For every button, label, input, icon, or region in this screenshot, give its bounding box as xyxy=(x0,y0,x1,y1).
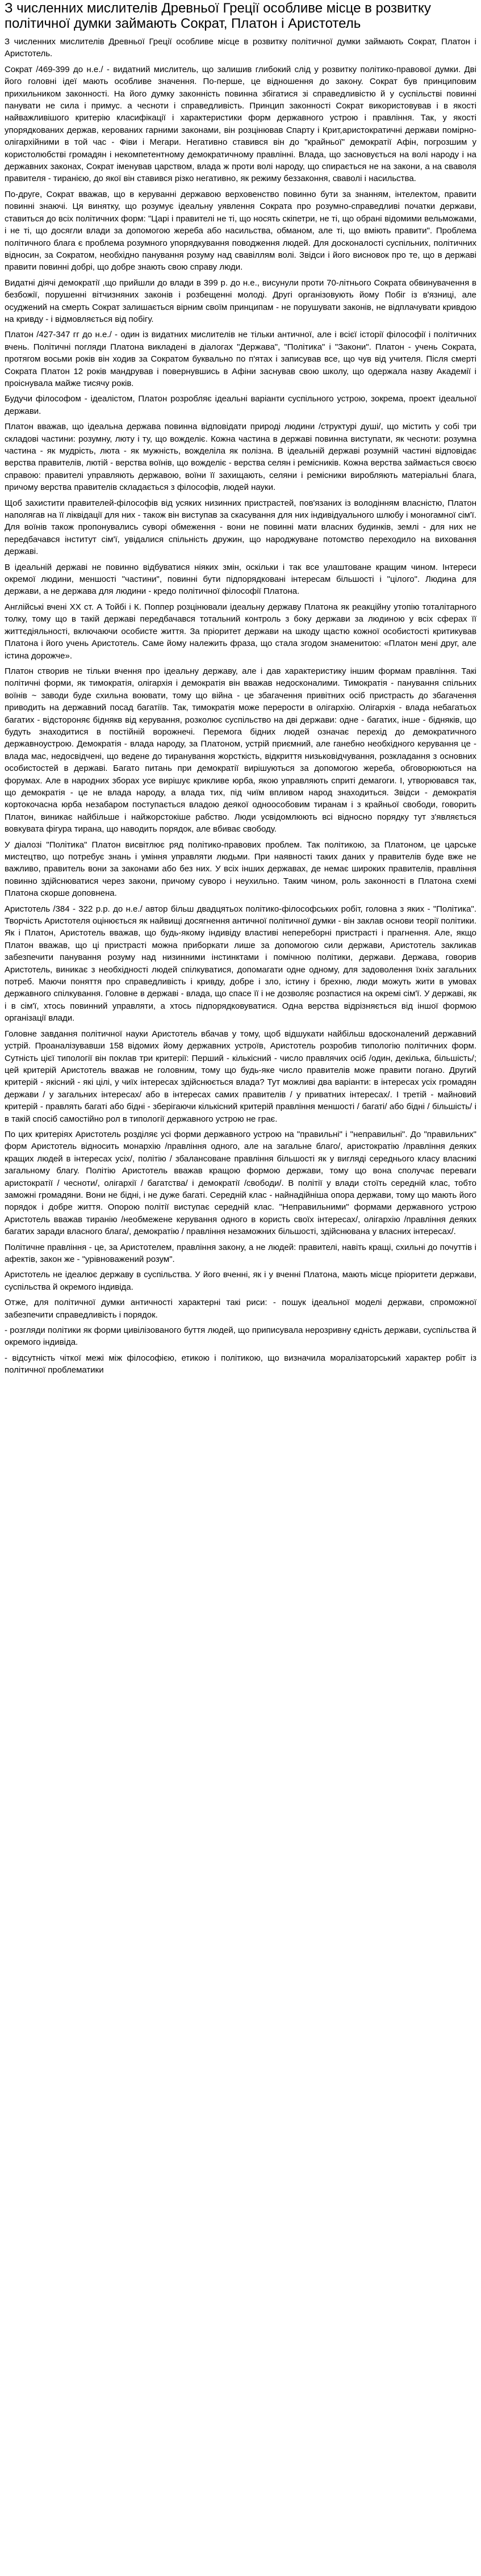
article-paragraph: Політичне правління - це, за Аристотелем, правління закону, а не людей: правителі, навіть кращі, схильні до почуттів і афектів, закон же - "урівноважений розум". xyxy=(5,1242,476,1264)
article-paragraph: Платон створив не тільки вчення про ідеальну державу, але і дав характеристику іншим формам правління. Такі політичні форми, як тимократія, олігархія і демократія він вважав недосконалими. Тимократія - панування спільних воїнів ~ заводи буде схильна воювати, тому що війна - це збагачення привітних осіб пристрасть до збагачення приводить на державний посад багатіїв. Так, тимократія може перерости в олігархію. Олігархія - влада небагатьох багатих - відстороняє біднякв від керування, розколює суспільство на дві держави: одне - багатих, інше - бідняків, що будуть знаходитися в постійній ворожнечі. Перемога бідних людей означає перехід до демократичного державноустрою. Демократія - влада народу, за Платоном, устрій приємний, але ганебно необхідного керування це - влада мас, недосвідчені, що ведене до тиранування жорсткість, відкриття низьковідчування, розкладання з основних особистостей в державі. Багато питань при демократії вирішуються за допомогою жереба, обговорюються на форумах. Але в народних зборах усе вирішує крикливе юрба, якою управляють сприті демагоги. І, утворювався так, що демократія - це не влада народу, а влада тих, під чиїм впливом народ знаходиться. Звідси - демократія кортокочасна юрба незабаром поступається владою деякої одноособовим тиранам і з крайньої свободи, говорить Платон, виникає найбільше і найжорстокіше рабство. Люди усвідомлюють всі відносно порядку тут з'являється вовкувата фігура тирана, що наводить порядок, але вбиває свободу. xyxy=(5,666,476,834)
article-paragraph: Отже, для політичної думки античності характерні такі риси: - пошук ідеальної моделі держави, спроможної забезпечити справедливість і порядок. xyxy=(5,1298,476,1320)
article-body xyxy=(5,36,476,1377)
article-paragraph: Щоб захистити правителей-філософів від усяких низинних пристрастей, пов'язаних із володінням власністю, Платон наполягав на її ліквідації для них - також він виступав за скасування для них індивідуального шлюбу і моногамної сім'ї. Для воїнів також пропонувались суворі обмеження - вони не повинні мати власних будинків, землі - для них не передбачався інститут сім'ї, увідалися спільність дружин, що народжуване потомство переходило на виховання державі. xyxy=(5,498,476,557)
article-paragraph: Будучи філософом - ідеалістом, Платон розробляє ідеальні варіанти суспільного устрою, зокрема, проект ідеальної держави. xyxy=(5,394,476,416)
article-paragraph: По-друге, Сократ вважав, що в керуванні державою верховенство повинно бути за знанням, інтелектом, правити повинні знаючі. Ця винятку, що розумує ідеальну уявлення Сократа про розумно-справедливі початки держави, ставиться до всіх політичних форм: "Царі і правителі не ті, що носять скіпетри, не ті, що обрані відомими вельможами, і не ті, що досягли влади за допомогою жереба або насильства, обманом, але ті, що вміють правити". Проблема політичного блага є проблема розумного упорядкування поводження людей. Для досконалості суспільних, політичних відносин, за Сократом, необхідно панування розуму над свавіллям волі. Звідси і його висновок про те, що в державі правити повинні добрі, що добре знають свою справу люди. xyxy=(5,189,476,272)
article-paragraph: Видатні діячі демократії ,що прийшли до влади в 399 р. до н.е., висунули проти 70-літнього Сократа обвинувачення в безбожії, порушенні вітчизняних законів і розбещенні молоді. Другі організовують йому Побіг із в'язниці, але осуджений на смерть Сократ залишається вірним своїм принципам - не порушувати законів, не відплачувати кривдою на кривду - і відмовляється від побігу. xyxy=(5,278,476,324)
article-paragraph: - розгляди політики як форми цивілізованого буття людей, що приписувала нерозривну єдність держави, суспільства й окремого індивіда. xyxy=(5,1325,476,1348)
article-paragraph: Аристотель /384 - 322 р.р. до н.е./ автор більш двадцятьох політико-філософських робіт, головна з яких - "Політика". Творчість Аристотеля оцінюється як найвищі досягнення античної політичної думки - він заклав основи теорії політики. Як і Платон, Аристотель вважав, що будь-якому індивіду властиві непереборні пристрасті і прагнення. Але, якщо Платон вважав, що ці пристрасті можна приборкати лише за допомогою сили держави, Аристотель закликав забезпечити панування розуму над низинними інстинктами і помічною політики, держави. Держава, говорив Аристотель, виникає з необхідності людей спілкуватися, допомагати одне одному, для задоволення їхніх загальних потреб. Маючи поняття про справедливість і кривду, добре і зло, істину і брехню, люди можуть жити в умовах державного спілкування. Головне в державі - влада, що спасе її і не дозволяє розпастися на окремі сім'ї. У державі, як і в сім'ї, хтось повинний управляти, а хтось підпорядковуватися. Одна верства відрізняється від іншої формою організації влади. xyxy=(5,904,476,1023)
article-title: З численних мислителів Древньої Греції особливе місце в розвитку політичної думки займають Сократ, Платон і Аристотель xyxy=(5,1,431,31)
article-paragraph: Англійські вчені XX ст. А Тойбі і К. Поппер розцінювали ідеальну державу Платона як реакційну утопію тоталітарного толку, тому що в такій державі передбачався тотальний контроль з боку держави за людиною у всіх сферах її життєдіяльності, включаючи особисте життя. За пріоритет держави на шкоду щастю кожної особистості критикував Платона і його учень Аристотель. Саме йому належить фраза, що стала згодом знаменитою: «Платон мені друг, але істина дорожче». xyxy=(5,602,476,661)
article-paragraph: Головне завдання політичної науки Аристотель вбачав у тому, щоб відшукати найбільш вдосконалений державний устрій. Проаналізувавши 158 відомих йому державних устроїв, Аристотель розробив типологію політичних форм. Сутність цієї типології він поклав три критерії: Перший - кількісний - число правлячих осіб /один, декілька, більшість/; цей критерій Аристотель вважав не головним, тому що будь-яке число правителів може правити погано. Другий критерій - якісний - які цілі, у чиїх інтересах здійснюється влада? Тут можливі два варіанти: в інтересах усіх громадян держави / у загальних інтересах/ або в інтересах самих правителів / у приватних інтересах/. І третій - майновий критерій - правлять багаті або бідні - зберігаючи кількісний критерій правління меншості / багаті/ або бідні / більшість/ і в такій спосіб самостійно рол в типології державного устрою не грає. xyxy=(5,1029,476,1124)
article-paragraph: Платон /427-347 гг до н.е./ - один із видатних мислителів не тільки античної, але і всієї історії філософії і політичних вчень. Політичні погляди Платона викладені в діалогах "Держава", "Політика" і "Закони". Платон - учень Сократа, протягом восьми років він ходив за Сократом буквально по п'ятах і записував все, що чув від учителя. Після смерті Сократа Платон 12 років мандрував і повернувшись в Афіни заснував свою школу, що одержала назву Академії і проіснувала майже тисячу років. xyxy=(5,330,476,388)
article-paragraph: Платон вважав, що ідеальна держава повинна відповідати природі людини /структурі душі/, що містить у собі три складові частини: розумну, люту і ту, що вожделіє. Кожна частина в державі повинна виступати, як чесноти: розумна частина - як мудрість, люта - як мужність, вожделіла як полізна. В ідеальній державі розумній частині відповідає верства правителів, лютій - верства воїнів, що вожделіє - верства селян і ремісників. Кожна верства займається своєю справою: правителі управляють державою, воїни її захищають, селяни і ремісники виробляють матеріальні блага, причому верства правителів складається з філософів, людей науки. xyxy=(5,422,476,493)
article-paragraph: Аристотель не ідеалює державу в суспільства. У його вченні, як і у вченні Платона, мають місце пріоритети держави, суспільства й окремого індивіда. xyxy=(5,1270,476,1292)
article-paragraph: У діалозі "Політика" Платон висвітлює ряд політико-правових проблем. Так політикою, за Платоном, це царське мистецтво, що потребує знань і уміння управляти людьми. При наявності таких даних у правителів буде вже не важливо, правитель вони за законами або без них. У всіх інших державах, де немає широких правителів, правління повинно здійснюватися через закони, причому суворо і неухильно. Таким чином, роль законності в Платона схемі Платона скорше доповнена. xyxy=(5,840,476,899)
article-paragraph: Сократ /469-399 до н.е./ - видатний мислитель, що залишив глибокий слід у розвитку політико-правової думки. Дві його головні ідеї мають особливе значення. По-перше, це відношення до закону. Сократ був принциповим прихильником законності. На його думку законність повинна збігатися зі справедливістю й у суспільстві повинні панувати не сила і примус. а чесноти і справедливість. Принцип законності Сократ використовував і в якості найважливішого критерію класифікації і характеристики форм державного устрою і правління. Так, у якості упорядкованих держав, керованих гарними законами, він розцінював Спарту і Крит,аристократичні держави помірно-олігархійними в той час - Фіви і Мегари. Негативно ставився він до "крайньої" демократії Афін, погрозшим у користолюбстві громадян і некомпетентному демократичному правлінні. Влада, що засновується на волі народу і на державних законах, Сократ іменував царством, влада ж проти волі народу, що спирається не на закони, а на сваволя правителя - тиранією, до якої він ставився різко негативно, як режиму беззаконня, сваволі і насильства. xyxy=(5,64,476,184)
article-paragraph: По цих критеріях Аристотель розділяє усі форми державного устрою на "правильні" і "неправильні". До "правильних" форм Аристотель відносить монархію /правління одного, але на загальне благо/, аристократію /правління деяких кращих людей в інтересах усіх/, політію / збалансоване правління більшості як у вигляді середнього класу власникі загальному благу. Політію Аристотель вважав кращою формою держави, тому що вона сполучає переваги аристократії / чесноти/, олігархії / багатства/ і демократії /свободи/. В політії у влади стоїть середній клас, тобто заможні громадяни. Вони не бідні, і не дуже багаті. Середній клас - найнадійніша опора держави, тому що мають його порядок і добре життя. Опорою політії виступає середній клас. "Неправильними" формами державного устрою Аристотель вважав тиранію /необмежене керування одного в користь своїх інтересах/, олігархію /правління деяких багатих заради власного блага/, демократію / правління незаможних більшості, здійснювана у власних інтересах/. xyxy=(5,1129,476,1237)
article-paragraph: В ідеальній державі не повинно відбуватися ніяких змін, оскільки і так все улаштоване кращим чином. Інтереси окремої людини, меншості "частини", повинні бути підпорядковані інтересам більшості і "цілого". Людина для держави, а не держава для людини - кредо політичної філософії Платона. xyxy=(5,562,476,597)
article-paragraph: З численних мислителів Древньої Греції особливе місце в розвитку політичної думки займають Сократ, Платон і Аристотель. xyxy=(5,37,476,59)
article-paragraph: - відсутність чіткої межі між філософією, етикою і політикою, що визначила моралізаторський характер робіт із політичної проблематики xyxy=(5,1353,476,1375)
